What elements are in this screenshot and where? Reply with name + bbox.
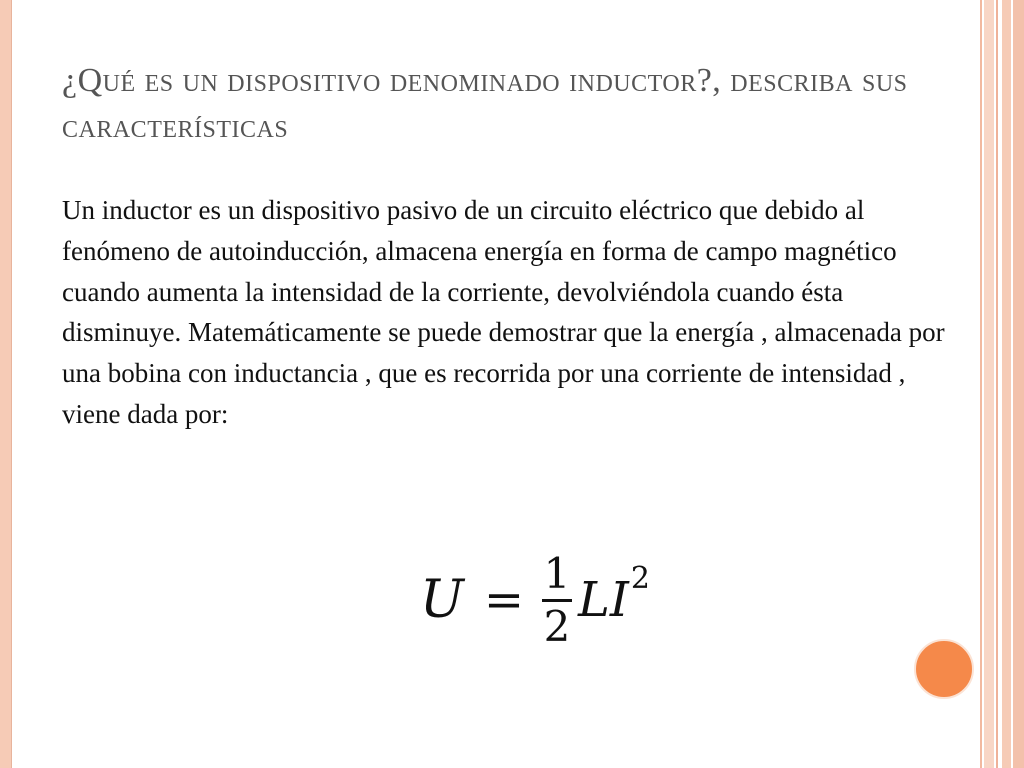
orange-circle-decoration	[914, 639, 974, 699]
fraction-numerator: 1	[543, 548, 571, 598]
left-border-decoration	[0, 0, 12, 768]
stripe	[1013, 0, 1024, 768]
formula-lhs: U	[420, 570, 464, 630]
formula-product: LI	[578, 572, 629, 628]
stripe	[980, 0, 982, 768]
slide-body-text: Un inductor es un dispositivo pasivo de un circuito eléctrico que debido al fenómeno de autoinducción, almacena energía en forma de campo magnético cuando aumenta la intensidad de la corriente, devolviéndola cuando ésta disminuye. Matemáticamente se puede demostrar que la energía , almacenada por una bobina con inductancia , que es recorrida por una corriente de intensidad , viene dada por:	[62, 195, 945, 429]
slide-title: ¿Qué es un dispositivo denominado inductor?, describa sus características	[62, 62, 908, 145]
stripe	[984, 0, 994, 768]
formula-exponent: 2	[630, 560, 650, 596]
fraction-denominator: 2	[543, 601, 571, 651]
stripe	[1002, 0, 1011, 768]
right-stripe-decoration	[980, 0, 1024, 768]
stripe	[996, 0, 998, 768]
energy-formula	[420, 545, 650, 655]
formula-fraction	[542, 548, 572, 651]
formula-equals: =	[483, 572, 525, 628]
